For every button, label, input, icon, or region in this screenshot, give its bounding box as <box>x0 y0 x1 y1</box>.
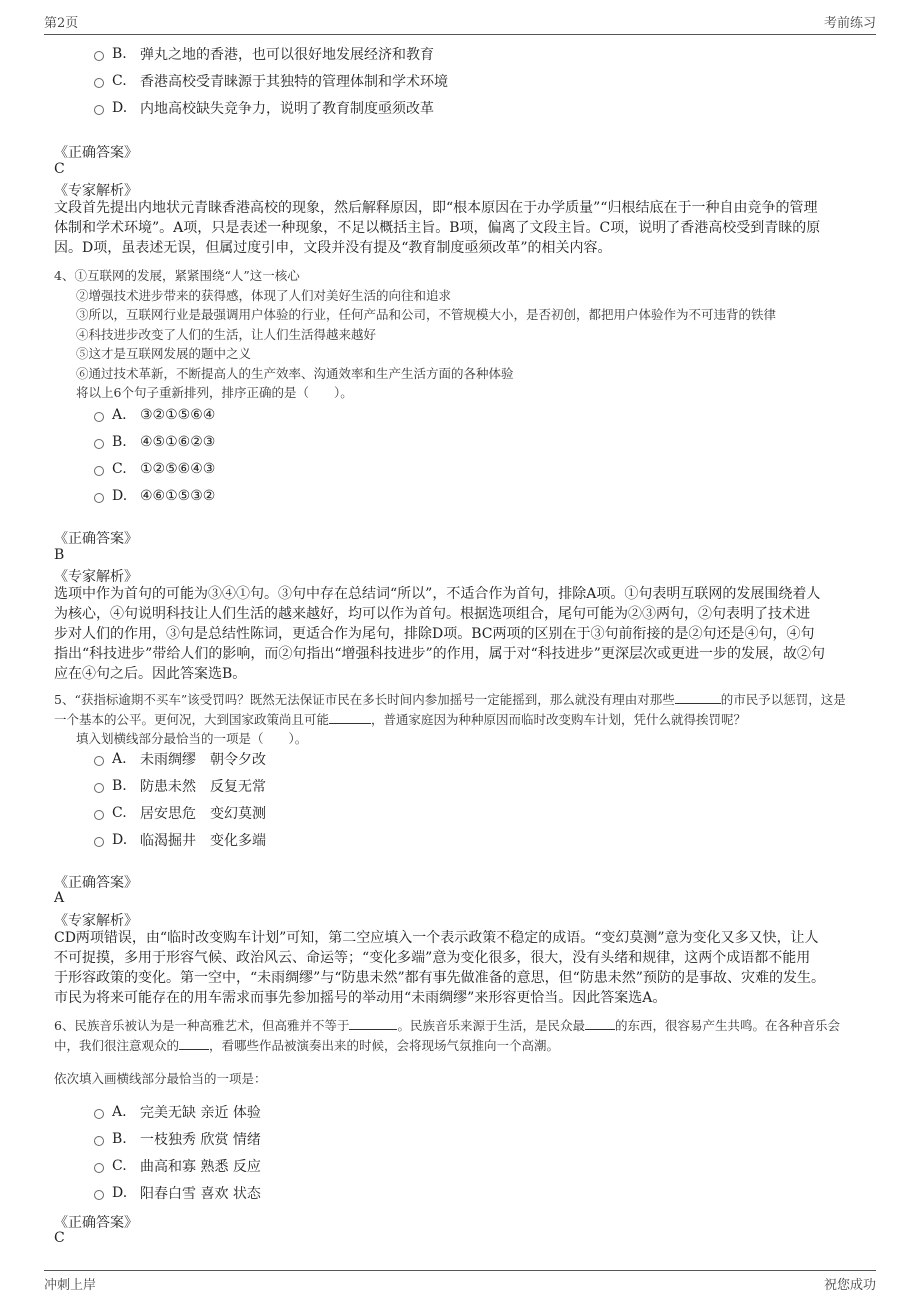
q4-stem-line6: ⑥通过技术革新，不断提高人的生产效率、沟通效率和生产生活方面的各种体验 <box>76 366 514 381</box>
q6-stem-line1: 6、民族音乐被认为是一种高雅艺术，但高雅并不等于 。民族音乐来源于生活，是民众最 的东西，很容易产生共鸣。在各种音乐会 <box>54 1018 840 1033</box>
q5-analysis-tag: 《专家解析》 <box>54 913 138 929</box>
footer-right-text: 祝您成功 <box>823 1278 876 1293</box>
radio-icon[interactable] <box>94 837 104 847</box>
q6-answer-tag: 《正确答案》 <box>54 1215 138 1231</box>
q4-stem-line2: ②增强技术进步带来的获得感，体现了人们对美好生活的向往和追求 <box>76 288 452 303</box>
q4-answer-tag: 《正确答案》 <box>54 531 138 547</box>
header-title: 考前练习 <box>823 16 876 31</box>
q3-option-d[interactable]: D. 内地高校缺失竞争力，说明了教育制度亟须改革 <box>94 98 434 118</box>
q6-option-b[interactable]: B. 一枝独秀 欣赏 情绪 <box>94 1129 261 1149</box>
q6-question: 依次填入画横线部分最恰当的一项是： <box>54 1071 267 1086</box>
q3-answer: C <box>54 161 65 177</box>
q4-stem-line1: 4、①互联网的发展，紧紧围绕“人”这一核心 <box>54 268 300 283</box>
q5-option-b[interactable]: B. 防患未然 反复无常 <box>94 776 266 796</box>
q4-stem-line3: ③所以，互联网行业是最强调用户体验的行业，任何产品和公司，不管规模大小，是否初创，都把用户体验作为不可违背的铁律 <box>76 307 777 322</box>
q4-option-c[interactable]: C. ①②⑤⑥④③ <box>94 459 215 479</box>
q6-option-c[interactable]: C. 曲高和寡 熟悉 反应 <box>94 1156 261 1176</box>
page-number: 第2页 <box>44 16 79 31</box>
q4-option-b[interactable]: B. ④⑤①⑥②③ <box>94 432 215 452</box>
radio-icon[interactable] <box>94 466 104 476</box>
blank-line <box>329 711 371 724</box>
q3-option-c[interactable]: C. 香港高校受青睐源于其独特的管理体制和学术环境 <box>94 71 448 91</box>
blank-line <box>675 691 721 704</box>
page-header <box>44 8 876 35</box>
q6-option-d[interactable]: D. 阳春白雪 喜欢 状态 <box>94 1183 261 1203</box>
radio-icon[interactable] <box>94 493 104 503</box>
q4-stem-line4: ④科技进步改变了人们的生活，让人们生活得越来越好 <box>76 327 377 342</box>
radio-icon[interactable] <box>94 1190 104 1200</box>
q5-question: 填入划横线部分最恰当的一项是（ ）。 <box>76 731 308 746</box>
radio-icon[interactable] <box>94 756 104 766</box>
radio-icon[interactable] <box>94 1163 104 1173</box>
q4-option-a[interactable]: A. ③②①⑤⑥④ <box>94 405 215 425</box>
footer-left-text: 冲刺上岸 <box>44 1278 97 1293</box>
q5-option-a[interactable]: A. 未雨绸缪 朝令夕改 <box>94 749 266 769</box>
radio-icon[interactable] <box>94 783 104 793</box>
radio-icon[interactable] <box>94 51 104 61</box>
radio-icon[interactable] <box>94 105 104 115</box>
q4-question: 将以上6个句子重新排列，排序正确的是（ ）。 <box>76 385 353 400</box>
blank-line <box>179 1037 209 1050</box>
radio-icon[interactable] <box>94 810 104 820</box>
q3-analysis: 文段首先提出内地状元青睐香港高校的现象，然后解释原因，即“根本原因在于办学质量”“归根结底在于一种自由竞争的管理 体制和学术环境”。A项，只是表述一种现象，不足以概括主旨。B项，偏离了文段主旨。C项，说明了香港高校受到青睐的原 因。D项，虽表述无误，但属过度引申，文段并没有提及“教育制度亟须改革”的相关内容。 <box>54 200 821 256</box>
q4-analysis-tag: 《专家解析》 <box>54 569 138 585</box>
q5-answer: A <box>54 890 65 906</box>
blank-line <box>349 1017 397 1030</box>
radio-icon[interactable] <box>94 439 104 449</box>
q3-analysis-tag: 《专家解析》 <box>54 183 138 199</box>
q4-option-d[interactable]: D. ④⑥①⑤③② <box>94 486 215 506</box>
page-footer <box>44 1270 876 1297</box>
q5-analysis: CD两项错误，由“临时改变购车计划”可知，第二空应填入一个表示政策不稳定的成语。“变幻莫测”意为变化又多又快，让人 不可捉摸，多用于形容气候、政治风云、命运等；“变化多端”意为变化很多，很大，没有头绪和规律，这两个成语都不能用 于形容政策的变化。第一空中，“未雨绸缪”与“防患未然”都有事先做准备的意思，但“防患未然”预防的是事故、灾难的发生。 市民为将来可能存在的用车需求而事先参加摇号的举动用“未雨绸缪”来形容更恰当。因此答案选A。 <box>54 930 825 1006</box>
q6-answer: C <box>54 1230 65 1246</box>
q3-answer-tag: 《正确答案》 <box>54 145 138 161</box>
q5-answer-tag: 《正确答案》 <box>54 875 138 891</box>
q5-stem-line1: 5、“获指标逾期不买车”该受罚吗？既然无法保证市民在多长时间内参加摇号一定能摇到，那么就没有理由对那些 的市民予以惩罚，这是 <box>54 692 846 707</box>
q5-option-c[interactable]: C. 居安思危 变幻莫测 <box>94 803 266 823</box>
radio-icon[interactable] <box>94 1136 104 1146</box>
radio-icon[interactable] <box>94 412 104 422</box>
q5-stem-line2: 一个基本的公平。更何况，大到国家政策尚且可能 ，普通家庭因为种种原因而临时改变购车计划，凭什么就得挨罚呢？ <box>54 712 747 727</box>
q6-option-a[interactable]: A. 完美无缺 亲近 体验 <box>94 1102 261 1122</box>
blank-line <box>585 1017 615 1030</box>
q4-stem-line5: ⑤这才是互联网发展的题中之义 <box>76 346 252 361</box>
q4-answer: B <box>54 547 65 563</box>
radio-icon[interactable] <box>94 78 104 88</box>
q4-analysis: 选项中作为首句的可能为③④①句。③句中存在总结词“所以”，不适合作为首句，排除A项。①句表明互联网的发展围绕着人 为核心，④句说明科技让人们生活的越来越好，均可以作为首句。根据选项组合，尾句可能为②③两句，②句表明了技术进 步对人们的作用，③句是总结性陈词，更适合作为尾句，排除D项。BC两项的区别在于③句前衔接的是②句还是④句，④句 指出“科技进步”带给人们的影响，而②句指出“增强科技进步”的作用，属于对“科技进步”更深层次或更进一步的发展，故②句 应在④句之后。因此答案选B。 <box>54 586 825 682</box>
q3-option-b[interactable]: B. 弹丸之地的香港，也可以很好地发展经济和教育 <box>94 44 434 64</box>
q5-option-d[interactable]: D. 临渴掘井 变化多端 <box>94 830 266 850</box>
q6-stem-line2: 中，我们很注意观众的 ，看哪些作品被演奏出来的时候，会将现场气氛推向一个高潮。 <box>54 1038 560 1053</box>
radio-icon[interactable] <box>94 1109 104 1119</box>
